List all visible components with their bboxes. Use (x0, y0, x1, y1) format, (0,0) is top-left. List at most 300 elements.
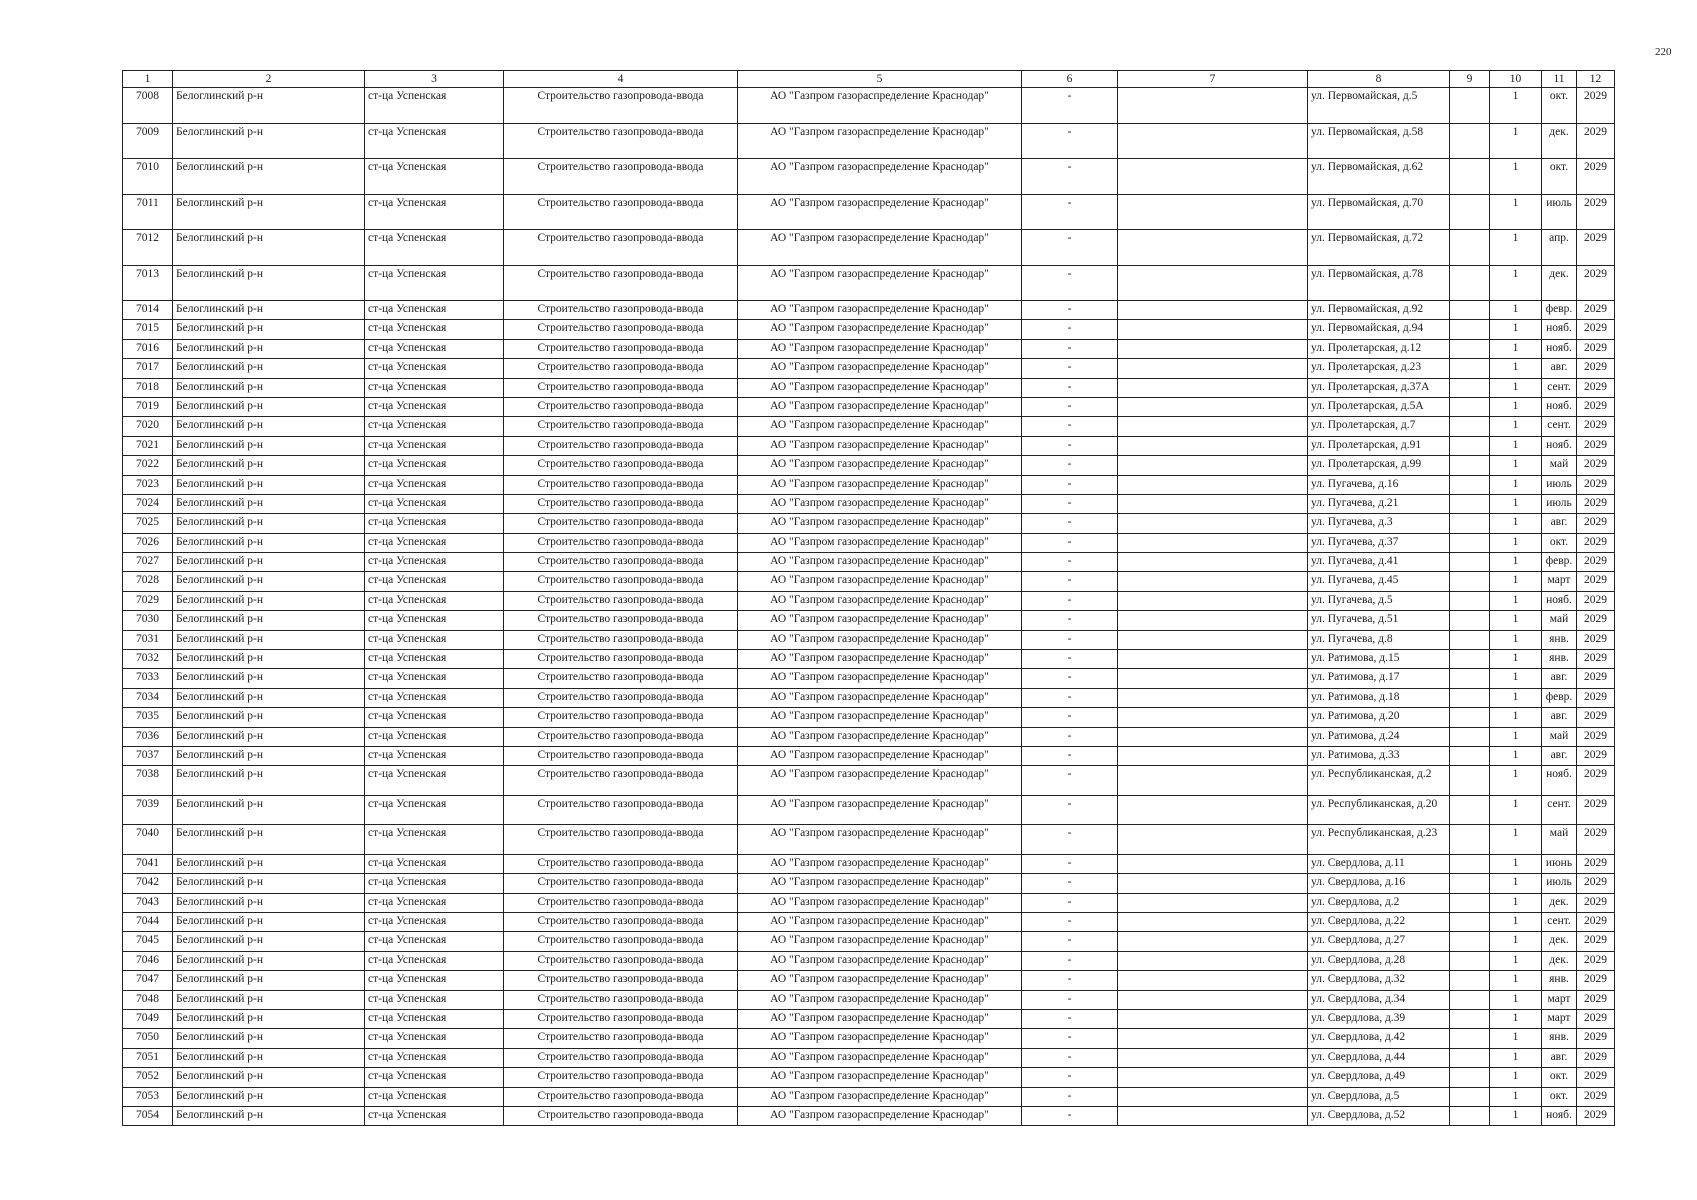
organization-cell: АО "Газпром газораспределение Краснодар" (738, 766, 1022, 796)
organization-cell: АО "Газпром газораспределение Краснодар" (738, 795, 1022, 825)
table-row (123, 88, 1615, 124)
work-type-cell: Строительство газопровода-ввода (504, 669, 738, 688)
year-cell: 2029 (1577, 159, 1615, 195)
organization-cell: АО "Газпром газораспределение Краснодар" (738, 494, 1022, 513)
column-7-cell (1118, 971, 1308, 990)
work-type-cell: Строительство газопровода-ввода (504, 591, 738, 610)
work-type-cell: Строительство газопровода-ввода (504, 854, 738, 873)
column-header: 5 (738, 71, 1022, 88)
column-7-cell (1118, 688, 1308, 707)
column-7-cell (1118, 397, 1308, 416)
district-cell: Белоглинский р-н (173, 854, 365, 873)
address-cell: ул. Пугачева, д.41 (1308, 553, 1450, 572)
year-cell: 2029 (1577, 359, 1615, 378)
organization-cell: АО "Газпром газораспределение Краснодар" (738, 456, 1022, 475)
settlement-cell: ст-ца Успенская (365, 874, 504, 893)
month-cell: авг. (1542, 359, 1577, 378)
organization-cell: АО "Газпром газораспределение Краснодар" (738, 727, 1022, 746)
column-9-cell (1450, 1029, 1490, 1048)
column-6-cell: - (1022, 630, 1118, 649)
column-7-cell (1118, 1068, 1308, 1087)
organization-cell: АО "Газпром газораспределение Краснодар" (738, 708, 1022, 727)
year-cell: 2029 (1577, 650, 1615, 669)
row-number-cell: 7042 (123, 874, 173, 893)
row-number-cell: 7038 (123, 766, 173, 796)
column-6-cell: - (1022, 301, 1118, 320)
settlement-cell: ст-ца Успенская (365, 727, 504, 746)
work-type-cell: Строительство газопровода-ввода (504, 746, 738, 765)
district-cell: Белоглинский р-н (173, 1029, 365, 1048)
row-number-cell: 7045 (123, 932, 173, 951)
row-number-cell: 7018 (123, 378, 173, 397)
table-row (123, 320, 1615, 339)
address-cell: ул. Ратимова, д.15 (1308, 650, 1450, 669)
page-number: 220 (1655, 46, 1672, 58)
row-number-cell: 7049 (123, 1010, 173, 1029)
work-type-cell: Строительство газопровода-ввода (504, 825, 738, 855)
address-cell: ул. Республиканская, д.20 (1308, 795, 1450, 825)
year-cell: 2029 (1577, 475, 1615, 494)
organization-cell: АО "Газпром газораспределение Краснодар" (738, 1048, 1022, 1067)
row-number-cell: 7017 (123, 359, 173, 378)
organization-cell: АО "Газпром газораспределение Краснодар" (738, 417, 1022, 436)
district-cell: Белоглинский р-н (173, 630, 365, 649)
column-7-cell (1118, 533, 1308, 552)
year-cell: 2029 (1577, 1048, 1615, 1067)
column-header: 11 (1542, 71, 1577, 88)
row-number-cell: 7009 (123, 123, 173, 159)
settlement-cell: ст-ца Успенская (365, 913, 504, 932)
column-9-cell (1450, 1068, 1490, 1087)
organization-cell: АО "Газпром газораспределение Краснодар" (738, 88, 1022, 124)
quantity-cell: 1 (1490, 727, 1542, 746)
work-type-cell: Строительство газопровода-ввода (504, 708, 738, 727)
month-cell: сент. (1542, 378, 1577, 397)
column-9-cell (1450, 1010, 1490, 1029)
column-7-cell (1118, 359, 1308, 378)
row-number-cell: 7035 (123, 708, 173, 727)
work-type-cell: Строительство газопровода-ввода (504, 874, 738, 893)
organization-cell: АО "Газпром газораспределение Краснодар" (738, 475, 1022, 494)
month-cell: май (1542, 825, 1577, 855)
column-9-cell (1450, 320, 1490, 339)
table-row (123, 971, 1615, 990)
quantity-cell: 1 (1490, 766, 1542, 796)
month-cell: март (1542, 990, 1577, 1009)
column-7-cell (1118, 1010, 1308, 1029)
table-row (123, 475, 1615, 494)
month-cell: окт. (1542, 1068, 1577, 1087)
column-9-cell (1450, 159, 1490, 195)
row-number-cell: 7021 (123, 436, 173, 455)
quantity-cell: 1 (1490, 746, 1542, 765)
table-row (123, 688, 1615, 707)
quantity-cell: 1 (1490, 591, 1542, 610)
table-row (123, 669, 1615, 688)
district-cell: Белоглинский р-н (173, 378, 365, 397)
quantity-cell: 1 (1490, 301, 1542, 320)
settlement-cell: ст-ца Успенская (365, 893, 504, 912)
address-cell: ул. Свердлова, д.32 (1308, 971, 1450, 990)
work-type-cell: Строительство газопровода-ввода (504, 1068, 738, 1087)
year-cell: 2029 (1577, 825, 1615, 855)
month-cell: авг. (1542, 669, 1577, 688)
organization-cell: АО "Газпром газораспределение Краснодар" (738, 339, 1022, 358)
column-7-cell (1118, 436, 1308, 455)
address-cell: ул. Свердлова, д.5 (1308, 1087, 1450, 1106)
column-9-cell (1450, 746, 1490, 765)
table-row (123, 874, 1615, 893)
address-cell: ул. Свердлова, д.11 (1308, 854, 1450, 873)
table-row (123, 1048, 1615, 1067)
work-type-cell: Строительство газопровода-ввода (504, 630, 738, 649)
row-number-cell: 7011 (123, 194, 173, 230)
settlement-cell: ст-ца Успенская (365, 951, 504, 970)
column-7-cell (1118, 123, 1308, 159)
settlement-cell: ст-ца Успенская (365, 746, 504, 765)
quantity-cell: 1 (1490, 572, 1542, 591)
work-type-cell: Строительство газопровода-ввода (504, 378, 738, 397)
district-cell: Белоглинский р-н (173, 456, 365, 475)
work-type-cell: Строительство газопровода-ввода (504, 417, 738, 436)
year-cell: 2029 (1577, 795, 1615, 825)
settlement-cell: ст-ца Успенская (365, 378, 504, 397)
column-6-cell: - (1022, 766, 1118, 796)
column-6-cell: - (1022, 727, 1118, 746)
month-cell: февр. (1542, 688, 1577, 707)
row-number-cell: 7039 (123, 795, 173, 825)
row-number-cell: 7044 (123, 913, 173, 932)
column-header: 10 (1490, 71, 1542, 88)
organization-cell: АО "Газпром газораспределение Краснодар" (738, 159, 1022, 195)
data-table (122, 70, 1615, 1126)
settlement-cell: ст-ца Успенская (365, 339, 504, 358)
column-7-cell (1118, 591, 1308, 610)
settlement-cell: ст-ца Успенская (365, 971, 504, 990)
organization-cell: АО "Газпром газораспределение Краснодар" (738, 591, 1022, 610)
quantity-cell: 1 (1490, 265, 1542, 301)
row-number-cell: 7019 (123, 397, 173, 416)
row-number-cell: 7050 (123, 1029, 173, 1048)
column-9-cell (1450, 378, 1490, 397)
table-row (123, 553, 1615, 572)
column-9-cell (1450, 971, 1490, 990)
column-6-cell: - (1022, 951, 1118, 970)
work-type-cell: Строительство газопровода-ввода (504, 475, 738, 494)
district-cell: Белоглинский р-н (173, 88, 365, 124)
column-6-cell: - (1022, 1048, 1118, 1067)
work-type-cell: Строительство газопровода-ввода (504, 301, 738, 320)
table-row (123, 951, 1615, 970)
column-9-cell (1450, 650, 1490, 669)
quantity-cell: 1 (1490, 708, 1542, 727)
column-6-cell: - (1022, 1010, 1118, 1029)
year-cell: 2029 (1577, 854, 1615, 873)
settlement-cell: ст-ца Успенская (365, 436, 504, 455)
month-cell: июнь (1542, 854, 1577, 873)
table-row (123, 611, 1615, 630)
year-cell: 2029 (1577, 397, 1615, 416)
district-cell: Белоглинский р-н (173, 494, 365, 513)
row-number-cell: 7036 (123, 727, 173, 746)
year-cell: 2029 (1577, 688, 1615, 707)
table-row (123, 932, 1615, 951)
organization-cell: АО "Газпром газораспределение Краснодар" (738, 611, 1022, 630)
table-row (123, 650, 1615, 669)
address-cell: ул. Свердлова, д.52 (1308, 1106, 1450, 1125)
year-cell: 2029 (1577, 417, 1615, 436)
organization-cell: АО "Газпром газораспределение Краснодар" (738, 123, 1022, 159)
column-9-cell (1450, 417, 1490, 436)
address-cell: ул. Свердлова, д.42 (1308, 1029, 1450, 1048)
district-cell: Белоглинский р-н (173, 611, 365, 630)
month-cell: авг. (1542, 746, 1577, 765)
organization-cell: АО "Газпром газораспределение Краснодар" (738, 359, 1022, 378)
address-cell: ул. Пугачева, д.16 (1308, 475, 1450, 494)
quantity-cell: 1 (1490, 159, 1542, 195)
district-cell: Белоглинский р-н (173, 123, 365, 159)
column-9-cell (1450, 194, 1490, 230)
month-cell: янв. (1542, 1029, 1577, 1048)
district-cell: Белоглинский р-н (173, 874, 365, 893)
column-6-cell: - (1022, 88, 1118, 124)
table-row (123, 630, 1615, 649)
work-type-cell: Строительство газопровода-ввода (504, 436, 738, 455)
year-cell: 2029 (1577, 990, 1615, 1009)
settlement-cell: ст-ца Успенская (365, 1068, 504, 1087)
month-cell: май (1542, 456, 1577, 475)
address-cell: ул. Свердлова, д.2 (1308, 893, 1450, 912)
district-cell: Белоглинский р-н (173, 708, 365, 727)
address-cell: ул. Пугачева, д.3 (1308, 514, 1450, 533)
work-type-cell: Строительство газопровода-ввода (504, 339, 738, 358)
column-7-cell (1118, 265, 1308, 301)
row-number-cell: 7051 (123, 1048, 173, 1067)
settlement-cell: ст-ца Успенская (365, 159, 504, 195)
table-row (123, 533, 1615, 552)
month-cell: янв. (1542, 630, 1577, 649)
table-row (123, 514, 1615, 533)
settlement-cell: ст-ца Успенская (365, 825, 504, 855)
year-cell: 2029 (1577, 301, 1615, 320)
settlement-cell: ст-ца Успенская (365, 320, 504, 339)
year-cell: 2029 (1577, 230, 1615, 266)
month-cell: май (1542, 727, 1577, 746)
column-9-cell (1450, 795, 1490, 825)
column-9-cell (1450, 825, 1490, 855)
column-9-cell (1450, 591, 1490, 610)
work-type-cell: Строительство газопровода-ввода (504, 494, 738, 513)
district-cell: Белоглинский р-н (173, 825, 365, 855)
table-row (123, 825, 1615, 855)
row-number-cell: 7054 (123, 1106, 173, 1125)
quantity-cell: 1 (1490, 1029, 1542, 1048)
month-cell: май (1542, 611, 1577, 630)
organization-cell: АО "Газпром газораспределение Краснодар" (738, 436, 1022, 455)
column-6-cell: - (1022, 514, 1118, 533)
quantity-cell: 1 (1490, 230, 1542, 266)
organization-cell: АО "Газпром газораспределение Краснодар" (738, 971, 1022, 990)
column-7-cell (1118, 159, 1308, 195)
quantity-cell: 1 (1490, 854, 1542, 873)
settlement-cell: ст-ца Успенская (365, 572, 504, 591)
column-6-cell: - (1022, 1106, 1118, 1125)
row-number-cell: 7008 (123, 88, 173, 124)
column-7-cell (1118, 301, 1308, 320)
settlement-cell: ст-ца Успенская (365, 854, 504, 873)
column-6-cell: - (1022, 123, 1118, 159)
column-7-cell (1118, 230, 1308, 266)
district-cell: Белоглинский р-н (173, 669, 365, 688)
month-cell: нояб. (1542, 397, 1577, 416)
column-6-cell: - (1022, 159, 1118, 195)
settlement-cell: ст-ца Успенская (365, 494, 504, 513)
district-cell: Белоглинский р-н (173, 265, 365, 301)
table-row (123, 766, 1615, 796)
table-row (123, 990, 1615, 1009)
column-9-cell (1450, 1048, 1490, 1067)
column-header: 12 (1577, 71, 1615, 88)
table-row (123, 456, 1615, 475)
address-cell: ул. Первомайская, д.58 (1308, 123, 1450, 159)
month-cell: нояб. (1542, 1106, 1577, 1125)
column-6-cell: - (1022, 746, 1118, 765)
year-cell: 2029 (1577, 1087, 1615, 1106)
column-9-cell (1450, 88, 1490, 124)
address-cell: ул. Пролетарская, д.7 (1308, 417, 1450, 436)
row-number-cell: 7047 (123, 971, 173, 990)
year-cell: 2029 (1577, 1068, 1615, 1087)
year-cell: 2029 (1577, 1010, 1615, 1029)
table-row (123, 359, 1615, 378)
row-number-cell: 7033 (123, 669, 173, 688)
column-9-cell (1450, 123, 1490, 159)
column-7-cell (1118, 1106, 1308, 1125)
district-cell: Белоглинский р-н (173, 990, 365, 1009)
column-7-cell (1118, 417, 1308, 436)
month-cell: февр. (1542, 301, 1577, 320)
address-cell: ул. Пугачева, д.37 (1308, 533, 1450, 552)
column-6-cell: - (1022, 359, 1118, 378)
address-cell: ул. Пугачева, д.21 (1308, 494, 1450, 513)
organization-cell: АО "Газпром газораспределение Краснодар" (738, 1068, 1022, 1087)
column-6-cell: - (1022, 456, 1118, 475)
column-7-cell (1118, 1087, 1308, 1106)
column-9-cell (1450, 727, 1490, 746)
year-cell: 2029 (1577, 123, 1615, 159)
column-6-cell: - (1022, 913, 1118, 932)
district-cell: Белоглинский р-н (173, 230, 365, 266)
organization-cell: АО "Газпром газораспределение Краснодар" (738, 397, 1022, 416)
settlement-cell: ст-ца Успенская (365, 795, 504, 825)
settlement-cell: ст-ца Успенская (365, 766, 504, 796)
settlement-cell: ст-ца Успенская (365, 533, 504, 552)
month-cell: сент. (1542, 795, 1577, 825)
settlement-cell: ст-ца Успенская (365, 630, 504, 649)
table-body (123, 88, 1615, 1126)
column-header: 1 (123, 71, 173, 88)
quantity-cell: 1 (1490, 553, 1542, 572)
district-cell: Белоглинский р-н (173, 1048, 365, 1067)
quantity-cell: 1 (1490, 456, 1542, 475)
column-7-cell (1118, 951, 1308, 970)
settlement-cell: ст-ца Успенская (365, 230, 504, 266)
table-row (123, 301, 1615, 320)
column-7-cell (1118, 553, 1308, 572)
year-cell: 2029 (1577, 874, 1615, 893)
column-7-cell (1118, 514, 1308, 533)
work-type-cell: Строительство газопровода-ввода (504, 159, 738, 195)
column-6-cell: - (1022, 397, 1118, 416)
table-row (123, 1068, 1615, 1087)
column-9-cell (1450, 708, 1490, 727)
table-row (123, 1087, 1615, 1106)
row-number-cell: 7028 (123, 572, 173, 591)
column-9-cell (1450, 494, 1490, 513)
quantity-cell: 1 (1490, 88, 1542, 124)
district-cell: Белоглинский р-н (173, 1106, 365, 1125)
settlement-cell: ст-ца Успенская (365, 669, 504, 688)
column-7-cell (1118, 913, 1308, 932)
column-6-cell: - (1022, 874, 1118, 893)
address-cell: ул. Первомайская, д.94 (1308, 320, 1450, 339)
table-row (123, 265, 1615, 301)
quantity-cell: 1 (1490, 378, 1542, 397)
column-6-cell: - (1022, 669, 1118, 688)
settlement-cell: ст-ца Успенская (365, 456, 504, 475)
column-9-cell (1450, 397, 1490, 416)
table-row (123, 893, 1615, 912)
column-9-cell (1450, 359, 1490, 378)
settlement-cell: ст-ца Успенская (365, 417, 504, 436)
district-cell: Белоглинский р-н (173, 971, 365, 990)
column-header: 2 (173, 71, 365, 88)
organization-cell: АО "Газпром газораспределение Краснодар" (738, 1087, 1022, 1106)
column-9-cell (1450, 913, 1490, 932)
quantity-cell: 1 (1490, 669, 1542, 688)
month-cell: апр. (1542, 230, 1577, 266)
organization-cell: АО "Газпром газораспределение Краснодар" (738, 746, 1022, 765)
year-cell: 2029 (1577, 932, 1615, 951)
table-row (123, 913, 1615, 932)
month-cell: авг. (1542, 514, 1577, 533)
organization-cell: АО "Газпром газораспределение Краснодар" (738, 1010, 1022, 1029)
district-cell: Белоглинский р-н (173, 913, 365, 932)
district-cell: Белоглинский р-н (173, 475, 365, 494)
year-cell: 2029 (1577, 708, 1615, 727)
column-6-cell: - (1022, 339, 1118, 358)
quantity-cell: 1 (1490, 194, 1542, 230)
address-cell: ул. Ратимова, д.24 (1308, 727, 1450, 746)
district-cell: Белоглинский р-н (173, 766, 365, 796)
address-cell: ул. Свердлова, д.27 (1308, 932, 1450, 951)
address-cell: ул. Ратимова, д.18 (1308, 688, 1450, 707)
column-9-cell (1450, 766, 1490, 796)
column-9-cell (1450, 874, 1490, 893)
quantity-cell: 1 (1490, 533, 1542, 552)
address-cell: ул. Пролетарская, д.99 (1308, 456, 1450, 475)
column-7-cell (1118, 320, 1308, 339)
month-cell: июль (1542, 494, 1577, 513)
year-cell: 2029 (1577, 378, 1615, 397)
work-type-cell: Строительство газопровода-ввода (504, 766, 738, 796)
column-6-cell: - (1022, 591, 1118, 610)
column-6-cell: - (1022, 533, 1118, 552)
year-cell: 2029 (1577, 265, 1615, 301)
column-7-cell (1118, 990, 1308, 1009)
address-cell: ул. Пугачева, д.5 (1308, 591, 1450, 610)
column-7-cell (1118, 630, 1308, 649)
